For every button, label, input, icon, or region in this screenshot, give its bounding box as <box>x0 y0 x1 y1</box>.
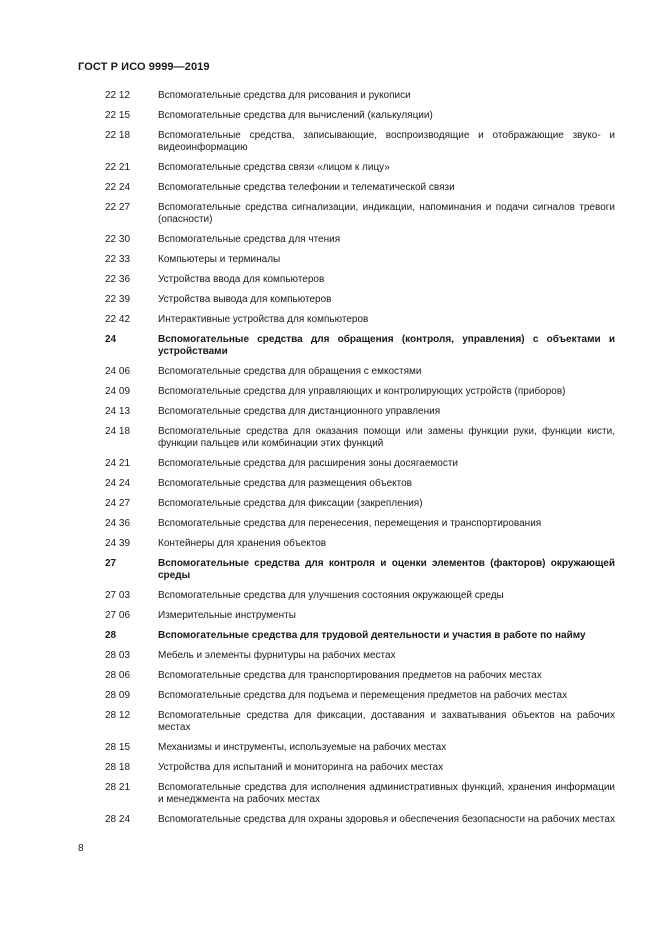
page-number: 8 <box>78 843 84 854</box>
classification-code: 24 21 <box>105 458 131 469</box>
classification-code: 22 36 <box>105 274 131 285</box>
classification-description: Вспомогательные средства для обращения с емкостями <box>158 366 422 377</box>
classification-description: Вспомогательные средства для фиксации, доставания и захватывания объектов на рабочих местах <box>158 710 615 733</box>
classification-list <box>105 90 615 834</box>
classification-description: Измерительные инструменты <box>158 610 296 621</box>
classification-description: Механизмы и инструменты, используемые на рабочих местах <box>158 742 447 753</box>
classification-description: Мебель и элементы фурнитуры на рабочих местах <box>158 650 396 661</box>
classification-row <box>105 406 615 418</box>
classification-code: 28 24 <box>105 814 131 825</box>
classification-code: 22 24 <box>105 182 131 193</box>
classification-code: 28 06 <box>105 670 131 681</box>
classification-row <box>105 234 615 246</box>
classification-description: Вспомогательные средства для трудовой деятельности и участия в работе по найму <box>158 630 586 641</box>
classification-code: 28 15 <box>105 742 131 753</box>
classification-description: Вспомогательные средства для управляющих и контролирующих устройств (приборов) <box>158 386 566 397</box>
classification-description: Вспомогательные средства для охраны здоровья и обеспечения безопасности на рабочих местах <box>158 814 615 825</box>
classification-code: 22 39 <box>105 294 131 305</box>
classification-row <box>105 478 615 490</box>
classification-description: Контейнеры для хранения объектов <box>158 538 327 549</box>
classification-row <box>105 426 615 450</box>
classification-code: 22 30 <box>105 234 131 245</box>
classification-row <box>105 162 615 174</box>
classification-description: Вспомогательные средства связи «лицом к лицу» <box>158 162 390 173</box>
classification-description: Вспомогательные средства для перенесения, перемещения и транспортирования <box>158 518 542 529</box>
classification-code: 22 42 <box>105 314 131 325</box>
classification-description: Устройства ввода для компьютеров <box>158 274 325 285</box>
classification-code: 22 27 <box>105 202 131 213</box>
classification-row <box>105 710 615 734</box>
classification-code: 24 27 <box>105 498 131 509</box>
classification-code: 22 21 <box>105 162 131 173</box>
classification-code: 28 12 <box>105 710 131 721</box>
classification-row <box>105 742 615 754</box>
classification-code: 24 24 <box>105 478 131 489</box>
classification-code: 24 <box>105 334 117 345</box>
classification-code: 24 13 <box>105 406 131 417</box>
classification-row <box>105 366 615 378</box>
classification-description: Вспомогательные средства телефонии и телематической связи <box>158 182 455 193</box>
classification-row <box>105 650 615 662</box>
classification-code: 22 33 <box>105 254 131 265</box>
classification-row <box>105 274 615 286</box>
document-header: ГОСТ Р ИСО 9999—2019 <box>78 61 210 73</box>
classification-code: 22 15 <box>105 110 131 121</box>
classification-description: Вспомогательные средства для дистанционного управления <box>158 406 441 417</box>
classification-code: 28 03 <box>105 650 131 661</box>
classification-row <box>105 130 615 154</box>
classification-description: Вспомогательные средства для обращения (контроля, управления) с объектами и устройствами <box>158 334 615 357</box>
classification-description: Компьютеры и терминалы <box>158 254 281 265</box>
classification-row <box>105 458 615 470</box>
classification-description: Вспомогательные средства для контроля и оценки элементов (факторов) окружающей среды <box>158 558 615 581</box>
classification-description: Вспомогательные средства сигнализации, индикации, напоминания и подачи сигналов тревоги (опасности) <box>158 202 615 225</box>
classification-description: Вспомогательные средства для размещения объектов <box>158 478 412 489</box>
classification-code: 24 39 <box>105 538 131 549</box>
classification-row <box>105 538 615 550</box>
classification-code: 22 18 <box>105 130 131 141</box>
classification-row <box>105 782 615 806</box>
classification-row <box>105 110 615 122</box>
classification-row <box>105 254 615 266</box>
classification-description: Вспомогательные средства, записывающие, воспроизводящие и отображающие звуко- и видеоинформацию <box>158 130 615 153</box>
classification-heading-row <box>105 630 615 642</box>
classification-code: 28 <box>105 630 117 641</box>
classification-code: 24 36 <box>105 518 131 529</box>
classification-code: 28 09 <box>105 690 131 701</box>
classification-code: 27 <box>105 558 117 569</box>
classification-code: 28 21 <box>105 782 131 793</box>
classification-row <box>105 498 615 510</box>
classification-heading-row <box>105 334 615 358</box>
classification-description: Вспомогательные средства для чтения <box>158 234 341 245</box>
classification-description: Вспомогательные средства для вычислений (калькуляции) <box>158 110 433 121</box>
classification-code: 22 12 <box>105 90 131 101</box>
classification-code: 27 03 <box>105 590 131 601</box>
classification-description: Вспомогательные средства для транспортирования предметов на рабочих местах <box>158 670 542 681</box>
classification-description: Устройства для испытаний и мониторинга на рабочих местах <box>158 762 444 773</box>
classification-code: 24 06 <box>105 366 131 377</box>
classification-row <box>105 670 615 682</box>
classification-code: 24 09 <box>105 386 131 397</box>
classification-row <box>105 610 615 622</box>
classification-code: 27 06 <box>105 610 131 621</box>
classification-description: Интерактивные устройства для компьютеров <box>158 314 369 325</box>
classification-row <box>105 294 615 306</box>
classification-description: Вспомогательные средства для фиксации (закрепления) <box>158 498 423 509</box>
classification-description: Вспомогательные средства для улучшения состояния окружающей среды <box>158 590 504 601</box>
classification-row <box>105 182 615 194</box>
classification-description: Вспомогательные средства для подъема и перемещения предметов на рабочих местах <box>158 690 568 701</box>
classification-row <box>105 386 615 398</box>
classification-heading-row <box>105 558 615 582</box>
classification-description: Вспомогательные средства для исполнения административных функций, хранения информации и менеджмента на рабочих местах <box>158 782 615 805</box>
classification-description: Вспомогательные средства для рисования и рукописи <box>158 90 411 101</box>
classification-code: 24 18 <box>105 426 131 437</box>
classification-row <box>105 814 615 826</box>
classification-row <box>105 90 615 102</box>
classification-row <box>105 690 615 702</box>
classification-description: Вспомогательные средства для оказания помощи или замены функции руки, функции кисти, функции пальцев или комбинации этих функций <box>158 426 615 449</box>
classification-code: 28 18 <box>105 762 131 773</box>
classification-row <box>105 518 615 530</box>
classification-row <box>105 762 615 774</box>
classification-row <box>105 314 615 326</box>
classification-description: Вспомогательные средства для расширения зоны досягаемости <box>158 458 459 469</box>
classification-row <box>105 590 615 602</box>
classification-description: Устройства вывода для компьютеров <box>158 294 332 305</box>
classification-row <box>105 202 615 226</box>
